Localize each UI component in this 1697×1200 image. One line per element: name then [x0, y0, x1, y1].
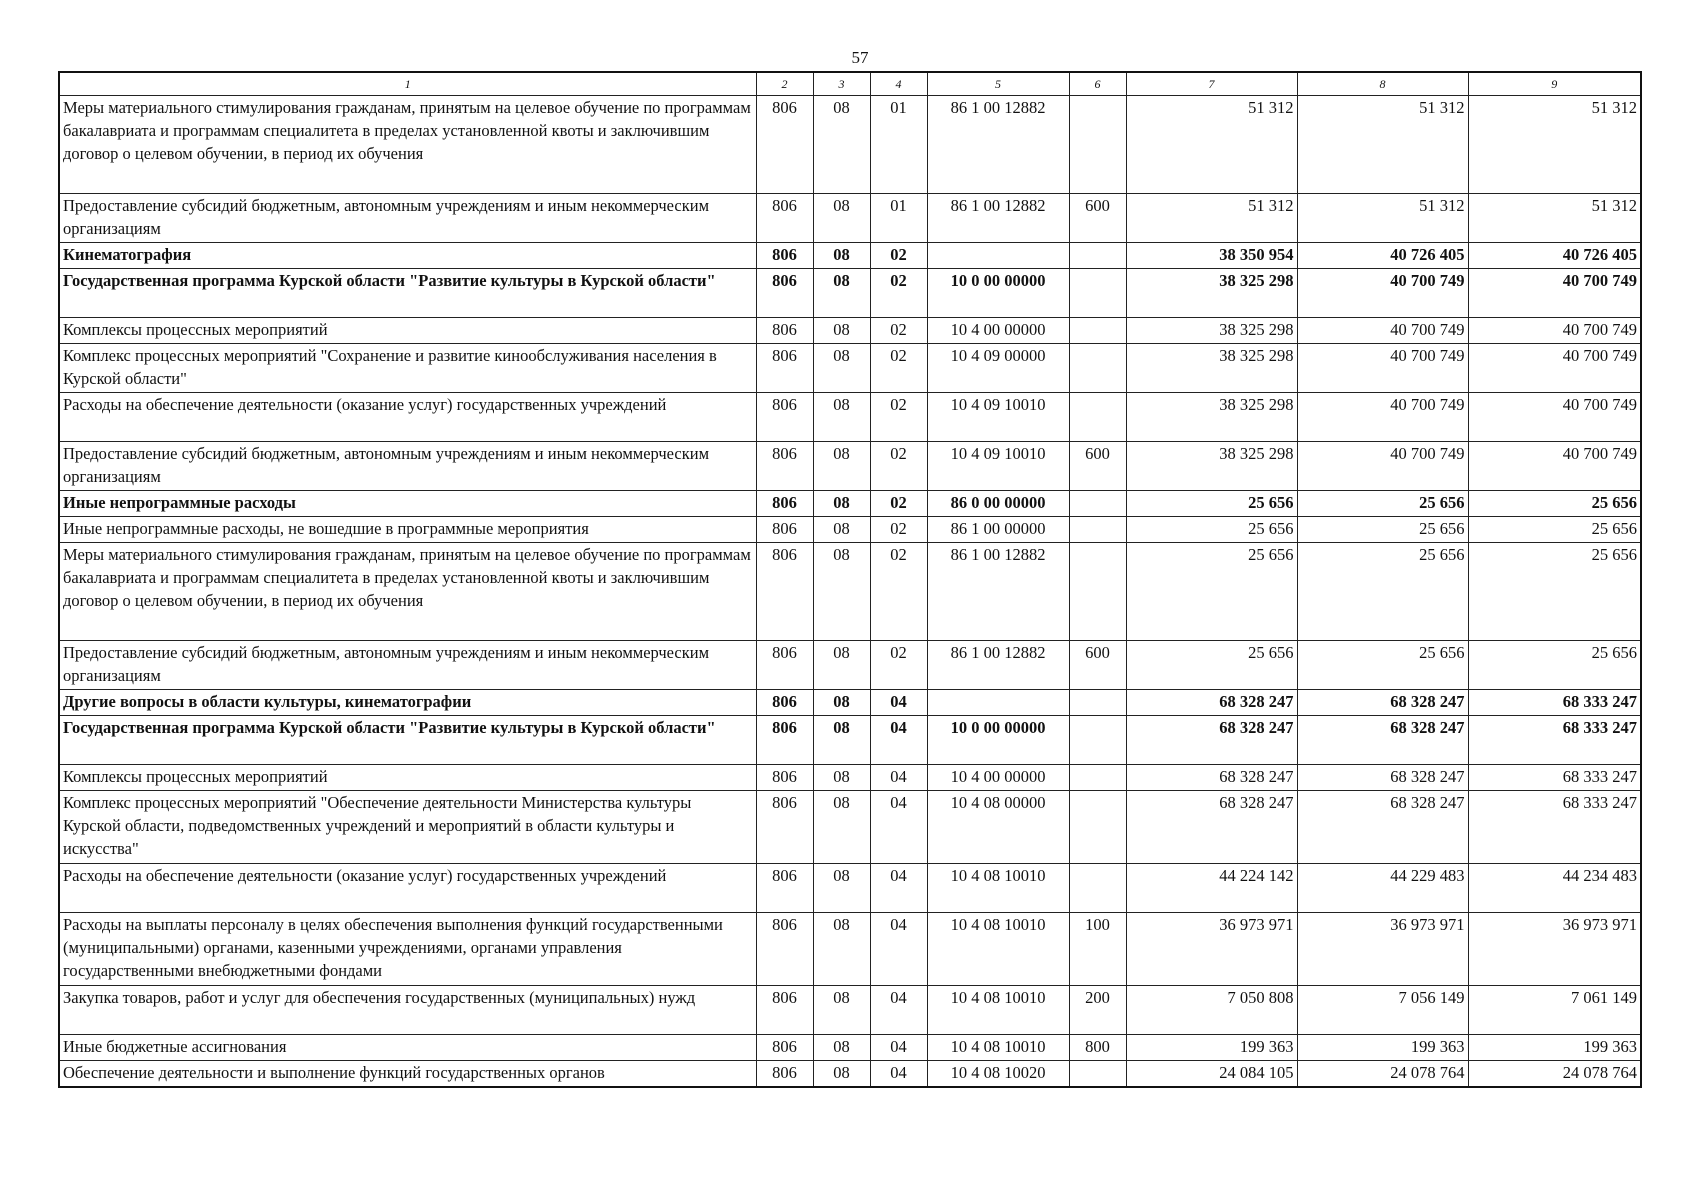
expense-type-cell: 600: [1069, 442, 1126, 491]
table-row: [59, 864, 1641, 913]
amount-col9-cell: 40 726 405: [1468, 243, 1641, 269]
table-row: [59, 318, 1641, 344]
row-name-cell: Иные непрограммные расходы, не вошедшие в программные мероприятия: [59, 517, 756, 543]
section-code-cell: 08: [813, 96, 870, 194]
amount-col8-cell: 68 328 247: [1297, 716, 1468, 765]
amount-col8-cell: 40 700 749: [1297, 442, 1468, 491]
table-row: [59, 442, 1641, 491]
amount-col9-cell: 25 656: [1468, 641, 1641, 690]
ministry-code-cell: 806: [756, 641, 813, 690]
section-code-cell: 08: [813, 690, 870, 716]
section-code-cell: 08: [813, 1061, 870, 1087]
section-code-cell: 08: [813, 442, 870, 491]
column-number-header: 9: [1468, 72, 1641, 96]
row-name-cell: Расходы на выплаты персоналу в целях обеспечения выполнения функций государственными (муниципальными) органами, казенными учреждениями, органами управления государственными внебюджетными фондами: [59, 913, 756, 986]
ministry-code-cell: 806: [756, 986, 813, 1035]
row-name-cell: Предоставление субсидий бюджетным, автономным учреждениям и иным некоммерческим организациям: [59, 194, 756, 243]
amount-col7-cell: 44 224 142: [1126, 864, 1297, 913]
amount-col7-cell: 199 363: [1126, 1035, 1297, 1061]
section-code-cell: 08: [813, 913, 870, 986]
section-code-cell: 08: [813, 318, 870, 344]
subsection-code-cell: 04: [870, 791, 927, 864]
amount-col7-cell: 25 656: [1126, 543, 1297, 641]
section-code-cell: 08: [813, 1035, 870, 1061]
expense-type-cell: [1069, 1061, 1126, 1087]
target-article-cell: 86 1 00 12882: [927, 543, 1069, 641]
amount-col9-cell: 24 078 764: [1468, 1061, 1641, 1087]
table-row: [59, 986, 1641, 1035]
amount-col7-cell: 68 328 247: [1126, 716, 1297, 765]
column-number-header: 5: [927, 72, 1069, 96]
amount-col8-cell: 68 328 247: [1297, 765, 1468, 791]
amount-col9-cell: 40 700 749: [1468, 318, 1641, 344]
amount-col7-cell: 38 325 298: [1126, 442, 1297, 491]
expense-type-cell: [1069, 690, 1126, 716]
amount-col7-cell: 51 312: [1126, 194, 1297, 243]
amount-col8-cell: 7 056 149: [1297, 986, 1468, 1035]
amount-col7-cell: 68 328 247: [1126, 690, 1297, 716]
subsection-code-cell: 02: [870, 318, 927, 344]
amount-col7-cell: 25 656: [1126, 491, 1297, 517]
subsection-code-cell: 04: [870, 1061, 927, 1087]
amount-col7-cell: 7 050 808: [1126, 986, 1297, 1035]
expense-type-cell: 800: [1069, 1035, 1126, 1061]
section-code-cell: 08: [813, 393, 870, 442]
table-row: [59, 243, 1641, 269]
ministry-code-cell: 806: [756, 791, 813, 864]
subsection-code-cell: 04: [870, 765, 927, 791]
row-name-cell: Обеспечение деятельности и выполнение функций государственных органов: [59, 1061, 756, 1087]
expense-type-cell: 600: [1069, 641, 1126, 690]
ministry-code-cell: 806: [756, 96, 813, 194]
section-code-cell: 08: [813, 641, 870, 690]
ministry-code-cell: 806: [756, 864, 813, 913]
expense-type-cell: 600: [1069, 194, 1126, 243]
target-article-cell: 10 4 09 10010: [927, 442, 1069, 491]
amount-col7-cell: 38 325 298: [1126, 269, 1297, 318]
budget-table: [58, 71, 1642, 1088]
target-article-cell: 10 4 08 10020: [927, 1061, 1069, 1087]
amount-col8-cell: 25 656: [1297, 517, 1468, 543]
expense-type-cell: [1069, 517, 1126, 543]
subsection-code-cell: 02: [870, 269, 927, 318]
table-row: [59, 393, 1641, 442]
row-name-cell: Предоставление субсидий бюджетным, автономным учреждениям и иным некоммерческим организациям: [59, 641, 756, 690]
table-row: [59, 491, 1641, 517]
amount-col9-cell: 68 333 247: [1468, 765, 1641, 791]
table-row: [59, 913, 1641, 986]
section-code-cell: 08: [813, 765, 870, 791]
amount-col8-cell: 51 312: [1297, 194, 1468, 243]
amount-col7-cell: 25 656: [1126, 517, 1297, 543]
section-code-cell: 08: [813, 194, 870, 243]
amount-col8-cell: 51 312: [1297, 96, 1468, 194]
subsection-code-cell: 02: [870, 517, 927, 543]
amount-col9-cell: 25 656: [1468, 491, 1641, 517]
column-number-header: 3: [813, 72, 870, 96]
subsection-code-cell: 04: [870, 986, 927, 1035]
expense-type-cell: [1069, 269, 1126, 318]
subsection-code-cell: 04: [870, 716, 927, 765]
ministry-code-cell: 806: [756, 543, 813, 641]
row-name-cell: Другие вопросы в области культуры, кинематографии: [59, 690, 756, 716]
row-name-cell: Закупка товаров, работ и услуг для обеспечения государственных (муниципальных) нужд: [59, 986, 756, 1035]
expense-type-cell: [1069, 765, 1126, 791]
amount-col7-cell: 36 973 971: [1126, 913, 1297, 986]
expense-type-cell: [1069, 318, 1126, 344]
amount-col7-cell: 38 325 298: [1126, 344, 1297, 393]
target-article-cell: 86 1 00 12882: [927, 96, 1069, 194]
target-article-cell: [927, 690, 1069, 716]
row-name-cell: Комплексы процессных мероприятий: [59, 765, 756, 791]
subsection-code-cell: 04: [870, 1035, 927, 1061]
ministry-code-cell: 806: [756, 344, 813, 393]
target-article-cell: 10 4 00 00000: [927, 765, 1069, 791]
section-code-cell: 08: [813, 517, 870, 543]
table-row: [59, 716, 1641, 765]
subsection-code-cell: 02: [870, 344, 927, 393]
column-number-header: 8: [1297, 72, 1468, 96]
section-code-cell: 08: [813, 791, 870, 864]
subsection-code-cell: 02: [870, 442, 927, 491]
amount-col8-cell: 40 700 749: [1297, 269, 1468, 318]
subsection-code-cell: 04: [870, 913, 927, 986]
table-row: [59, 194, 1641, 243]
subsection-code-cell: 02: [870, 393, 927, 442]
row-name-cell: Предоставление субсидий бюджетным, автономным учреждениям и иным некоммерческим организациям: [59, 442, 756, 491]
expense-type-cell: [1069, 716, 1126, 765]
table-row: [59, 1061, 1641, 1087]
ministry-code-cell: 806: [756, 318, 813, 344]
target-article-cell: 10 4 09 10010: [927, 393, 1069, 442]
table-body: [59, 96, 1641, 1087]
amount-col9-cell: 68 333 247: [1468, 716, 1641, 765]
amount-col9-cell: 68 333 247: [1468, 791, 1641, 864]
ministry-code-cell: 806: [756, 716, 813, 765]
target-article-cell: 10 4 08 00000: [927, 791, 1069, 864]
ministry-code-cell: 806: [756, 1061, 813, 1087]
target-article-cell: 10 4 08 10010: [927, 1035, 1069, 1061]
section-code-cell: 08: [813, 491, 870, 517]
target-article-cell: 10 4 00 00000: [927, 318, 1069, 344]
amount-col7-cell: 38 350 954: [1126, 243, 1297, 269]
amount-col8-cell: 40 700 749: [1297, 318, 1468, 344]
expense-type-cell: [1069, 543, 1126, 641]
table-row: [59, 690, 1641, 716]
amount-col9-cell: 7 061 149: [1468, 986, 1641, 1035]
amount-col9-cell: 44 234 483: [1468, 864, 1641, 913]
page-number: 57: [851, 48, 869, 67]
row-name-cell: Государственная программа Курской области "Развитие культуры в Курской области": [59, 716, 756, 765]
table-row: [59, 791, 1641, 864]
column-number-header: 2: [756, 72, 813, 96]
subsection-code-cell: 01: [870, 194, 927, 243]
amount-col8-cell: 199 363: [1297, 1035, 1468, 1061]
row-name-cell: Иные непрограммные расходы: [59, 491, 756, 517]
subsection-code-cell: 02: [870, 641, 927, 690]
expense-type-cell: [1069, 344, 1126, 393]
amount-col7-cell: 25 656: [1126, 641, 1297, 690]
ministry-code-cell: 806: [756, 913, 813, 986]
expense-type-cell: 100: [1069, 913, 1126, 986]
column-number-header: 4: [870, 72, 927, 96]
amount-col9-cell: 199 363: [1468, 1035, 1641, 1061]
section-code-cell: 08: [813, 543, 870, 641]
target-article-cell: [927, 243, 1069, 269]
table-row: [59, 1035, 1641, 1061]
table-row: [59, 96, 1641, 194]
expense-type-cell: [1069, 96, 1126, 194]
amount-col9-cell: 68 333 247: [1468, 690, 1641, 716]
amount-col8-cell: 24 078 764: [1297, 1061, 1468, 1087]
amount-col7-cell: 68 328 247: [1126, 765, 1297, 791]
ministry-code-cell: 806: [756, 194, 813, 243]
table-row: [59, 269, 1641, 318]
amount-col8-cell: 68 328 247: [1297, 690, 1468, 716]
section-code-cell: 08: [813, 269, 870, 318]
amount-col9-cell: 51 312: [1468, 96, 1641, 194]
target-article-cell: 10 4 08 10010: [927, 864, 1069, 913]
row-name-cell: Меры материального стимулирования гражданам, принятым на целевое обучение по программам бакалавриата и программам специалитета в пределах установленной квоты и заключившим договор о целевом обучении, в период их обучения: [59, 543, 756, 641]
subsection-code-cell: 04: [870, 864, 927, 913]
table-row: [59, 517, 1641, 543]
amount-col8-cell: 40 726 405: [1297, 243, 1468, 269]
amount-col9-cell: 25 656: [1468, 517, 1641, 543]
table-row: [59, 543, 1641, 641]
amount-col9-cell: 40 700 749: [1468, 269, 1641, 318]
ministry-code-cell: 806: [756, 243, 813, 269]
amount-col9-cell: 51 312: [1468, 194, 1641, 243]
expense-type-cell: 200: [1069, 986, 1126, 1035]
table-row: [59, 641, 1641, 690]
amount-col7-cell: 51 312: [1126, 96, 1297, 194]
row-name-cell: Комплексы процессных мероприятий: [59, 318, 756, 344]
target-article-cell: 86 1 00 12882: [927, 194, 1069, 243]
row-name-cell: Кинематография: [59, 243, 756, 269]
amount-col7-cell: 24 084 105: [1126, 1061, 1297, 1087]
ministry-code-cell: 806: [756, 765, 813, 791]
row-name-cell: Расходы на обеспечение деятельности (оказание услуг) государственных учреждений: [59, 393, 756, 442]
amount-col9-cell: 36 973 971: [1468, 913, 1641, 986]
subsection-code-cell: 04: [870, 690, 927, 716]
row-name-cell: Комплекс процессных мероприятий "Сохранение и развитие кинообслуживания населения в Курской области": [59, 344, 756, 393]
amount-col8-cell: 36 973 971: [1297, 913, 1468, 986]
amount-col8-cell: 25 656: [1297, 543, 1468, 641]
amount-col8-cell: 40 700 749: [1297, 393, 1468, 442]
column-number-header-row: [59, 72, 1641, 96]
ministry-code-cell: 806: [756, 690, 813, 716]
amount-col8-cell: 25 656: [1297, 641, 1468, 690]
column-number-header: 7: [1126, 72, 1297, 96]
amount-col9-cell: 40 700 749: [1468, 393, 1641, 442]
amount-col8-cell: 25 656: [1297, 491, 1468, 517]
table-row: [59, 344, 1641, 393]
section-code-cell: 08: [813, 864, 870, 913]
expense-type-cell: [1069, 243, 1126, 269]
row-name-cell: Комплекс процессных мероприятий "Обеспечение деятельности Министерства культуры Курской области, подведомственных учреждений и мероприятий в области культуры и искусства": [59, 791, 756, 864]
amount-col8-cell: 40 700 749: [1297, 344, 1468, 393]
target-article-cell: 86 1 00 00000: [927, 517, 1069, 543]
target-article-cell: 10 0 00 00000: [927, 716, 1069, 765]
row-name-cell: Государственная программа Курской области "Развитие культуры в Курской области": [59, 269, 756, 318]
expense-type-cell: [1069, 491, 1126, 517]
expense-type-cell: [1069, 864, 1126, 913]
ministry-code-cell: 806: [756, 393, 813, 442]
target-article-cell: 86 1 00 12882: [927, 641, 1069, 690]
column-number-header: 1: [59, 72, 756, 96]
target-article-cell: 10 4 09 00000: [927, 344, 1069, 393]
target-article-cell: 10 0 00 00000: [927, 269, 1069, 318]
expense-type-cell: [1069, 393, 1126, 442]
section-code-cell: 08: [813, 243, 870, 269]
ministry-code-cell: 806: [756, 517, 813, 543]
target-article-cell: 10 4 08 10010: [927, 913, 1069, 986]
section-code-cell: 08: [813, 344, 870, 393]
amount-col8-cell: 44 229 483: [1297, 864, 1468, 913]
target-article-cell: 86 0 00 00000: [927, 491, 1069, 517]
amount-col8-cell: 68 328 247: [1297, 791, 1468, 864]
subsection-code-cell: 01: [870, 96, 927, 194]
ministry-code-cell: 806: [756, 442, 813, 491]
subsection-code-cell: 02: [870, 491, 927, 517]
amount-col7-cell: 68 328 247: [1126, 791, 1297, 864]
ministry-code-cell: 806: [756, 491, 813, 517]
ministry-code-cell: 806: [756, 1035, 813, 1061]
subsection-code-cell: 02: [870, 543, 927, 641]
row-name-cell: Расходы на обеспечение деятельности (оказание услуг) государственных учреждений: [59, 864, 756, 913]
subsection-code-cell: 02: [870, 243, 927, 269]
target-article-cell: 10 4 08 10010: [927, 986, 1069, 1035]
column-number-header: 6: [1069, 72, 1126, 96]
row-name-cell: Иные бюджетные ассигнования: [59, 1035, 756, 1061]
section-code-cell: 08: [813, 716, 870, 765]
ministry-code-cell: 806: [756, 269, 813, 318]
amount-col9-cell: 40 700 749: [1468, 344, 1641, 393]
row-name-cell: Меры материального стимулирования гражданам, принятым на целевое обучение по программам бакалавриата и программам специалитета в пределах установленной квоты и заключившим договор о целевом обучении, в период их обучения: [59, 96, 756, 194]
amount-col7-cell: 38 325 298: [1126, 318, 1297, 344]
expense-type-cell: [1069, 791, 1126, 864]
amount-col9-cell: 25 656: [1468, 543, 1641, 641]
table-row: [59, 765, 1641, 791]
amount-col9-cell: 40 700 749: [1468, 442, 1641, 491]
section-code-cell: 08: [813, 986, 870, 1035]
amount-col7-cell: 38 325 298: [1126, 393, 1297, 442]
